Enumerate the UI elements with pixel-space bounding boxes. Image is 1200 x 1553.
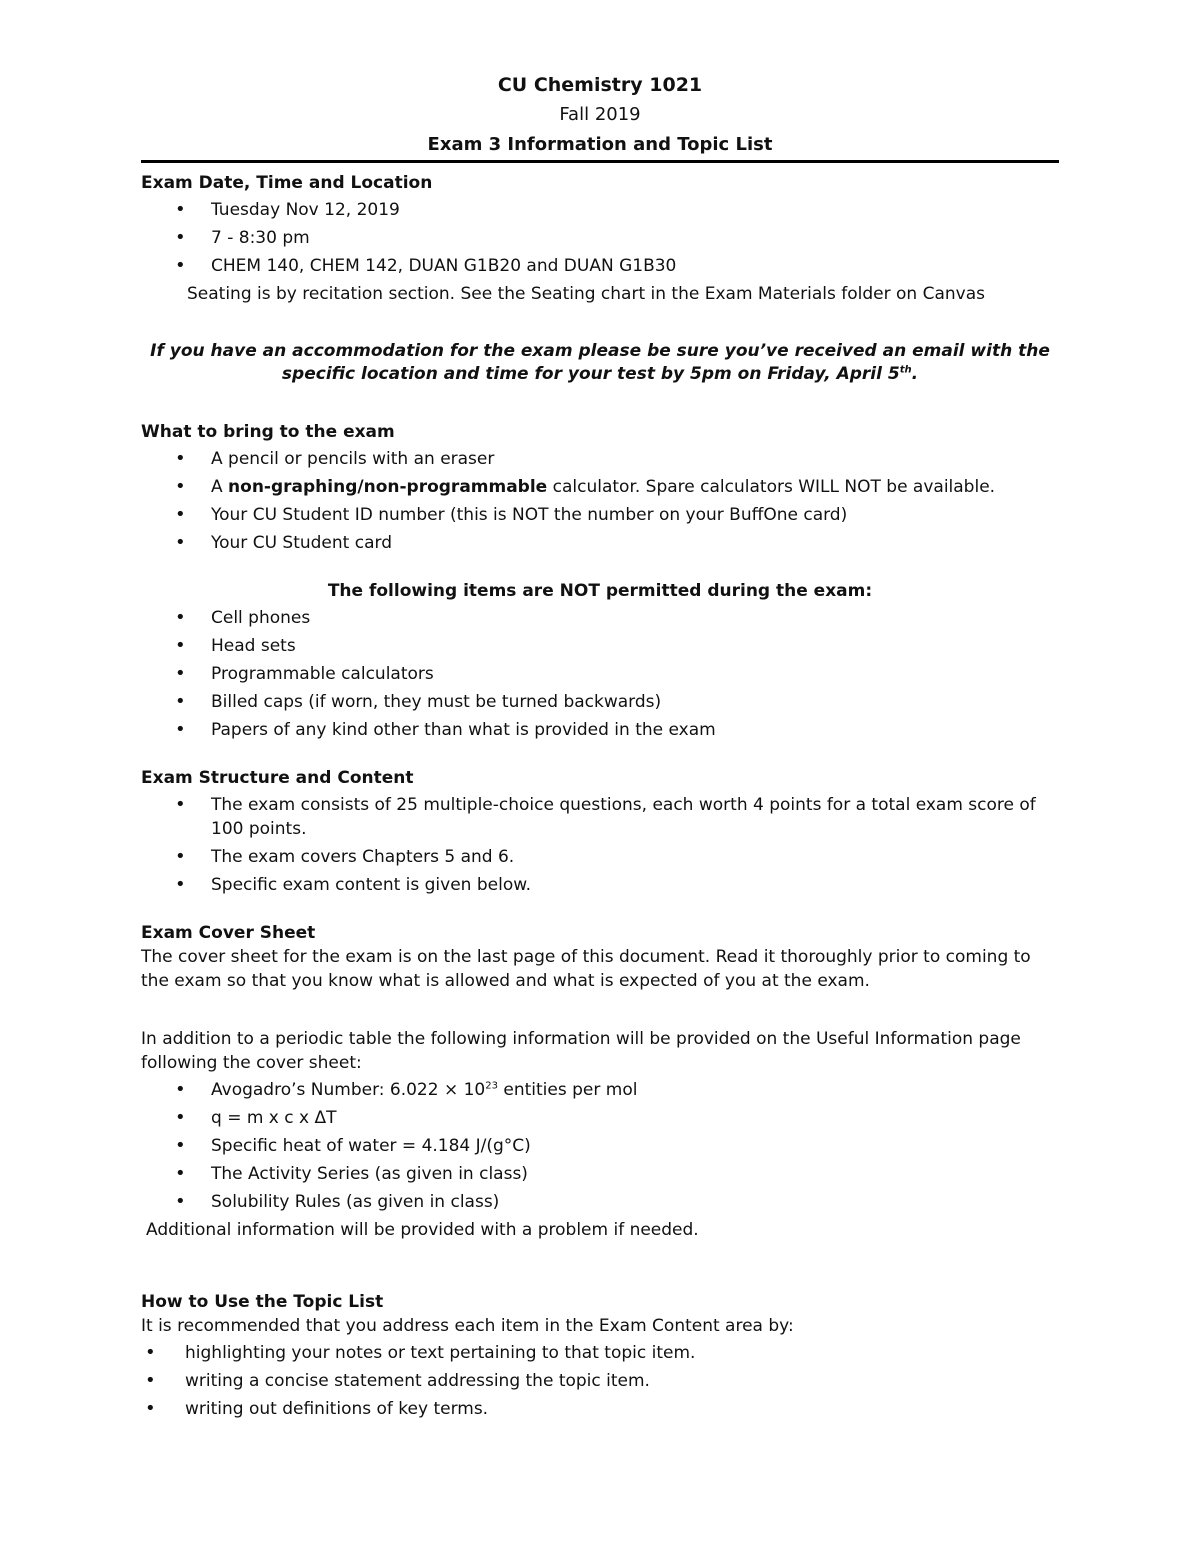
accommodation-superscript: th: [899, 364, 912, 376]
structure-list: [141, 793, 1059, 897]
list-item: • The exam consists of 25 multiple-choice questions, each worth 4 points for a total exam score of 100 points.: [141, 793, 1059, 841]
bring-list: [141, 447, 1059, 555]
list-item: • 7 - 8:30 pm: [141, 226, 1059, 250]
topic-list-steps: [141, 1341, 1059, 1421]
avogadro-exponent: 23: [485, 1080, 498, 1092]
not-permitted-heading: The following items are NOT permitted during the exam:: [327, 581, 873, 601]
list-item: • writing a concise statement addressing the topic item.: [141, 1369, 1059, 1393]
cover-sheet-paragraph: The cover sheet for the exam is on the last page of this document. Read it thoroughly prior to coming to the exam so that you know what is allowed and what is expected of you at the exam.: [141, 947, 1031, 991]
avogadro-prefix: Avogadro’s Number: 6.022 × 10: [211, 1080, 486, 1100]
list-item: • writing out definitions of key terms.: [141, 1397, 1059, 1421]
topic-list-heading: How to Use the Topic List: [141, 1292, 384, 1312]
structure-heading: Exam Structure and Content: [141, 768, 414, 788]
list-item: • Cell phones: [141, 606, 1059, 630]
not-permitted-list: [141, 606, 1059, 742]
list-item: [141, 1078, 1059, 1102]
useful-info-intro: In addition to a periodic table the following information will be provided on the Useful Information page following the cover sheet:: [141, 1029, 1021, 1073]
exam-title: Exam 3 Information and Topic List: [427, 134, 773, 155]
useful-info-list: [141, 1078, 1059, 1214]
calculator-prefix: A: [211, 477, 229, 497]
list-item: • Programmable calculators: [141, 662, 1059, 686]
calculator-type: non-graphing/non-programmable: [228, 477, 548, 497]
list-item: • Your CU Student ID number (this is NOT the number on your BuffOne card): [141, 503, 1059, 527]
list-item: • Your CU Student card: [141, 531, 1059, 555]
course-title: CU Chemistry 1021: [497, 74, 703, 96]
bring-section-heading: What to bring to the exam: [141, 422, 395, 442]
list-item: • A pencil or pencils with an eraser: [141, 447, 1059, 471]
list-item: • Papers of any kind other than what is provided in the exam: [141, 718, 1059, 742]
additional-info-note: Additional information will be provided with a problem if needed.: [146, 1220, 699, 1240]
list-item: • Solubility Rules (as given in class): [141, 1190, 1059, 1214]
list-item: • The exam covers Chapters 5 and 6.: [141, 845, 1059, 869]
accommodation-notice: [141, 340, 1059, 386]
list-item: • Specific heat of water = 4.184 J/(g°C): [141, 1134, 1059, 1158]
date-list: [141, 198, 1059, 278]
list-item: • Billed caps (if worn, they must be turned backwards): [141, 690, 1059, 714]
list-item: • CHEM 140, CHEM 142, DUAN G1B20 and DUAN G1B30: [141, 254, 1059, 278]
list-item: • Tuesday Nov 12, 2019: [141, 198, 1059, 222]
topic-list-intro: It is recommended that you address each item in the Exam Content area by:: [141, 1316, 794, 1336]
list-item: [141, 475, 1059, 499]
calculator-suffix: calculator. Spare calculators WILL NOT be available.: [547, 477, 996, 497]
document-page: [141, 68, 1059, 1425]
date-section-heading: Exam Date, Time and Location: [141, 173, 433, 193]
list-item: • The Activity Series (as given in class): [141, 1162, 1059, 1186]
cover-sheet-heading: Exam Cover Sheet: [141, 923, 316, 943]
list-item: • Head sets: [141, 634, 1059, 658]
list-item: • Specific exam content is given below.: [141, 873, 1059, 897]
term-label: Fall 2019: [559, 104, 641, 125]
seating-note: Seating is by recitation section. See the Seating chart in the Exam Materials folder on Canvas: [187, 284, 985, 304]
list-item: • q = m x c x ΔT: [141, 1106, 1059, 1130]
list-item: • highlighting your notes or text pertaining to that topic item.: [141, 1341, 1059, 1365]
avogadro-suffix: entities per mol: [497, 1080, 638, 1100]
accommodation-end: .: [911, 364, 919, 384]
accommodation-text: If you have an accommodation for the exam please be sure you’ve received an email with the specific location and time for your test by 5pm on Friday, April 5: [150, 341, 1050, 384]
title-divider: [141, 160, 1059, 163]
